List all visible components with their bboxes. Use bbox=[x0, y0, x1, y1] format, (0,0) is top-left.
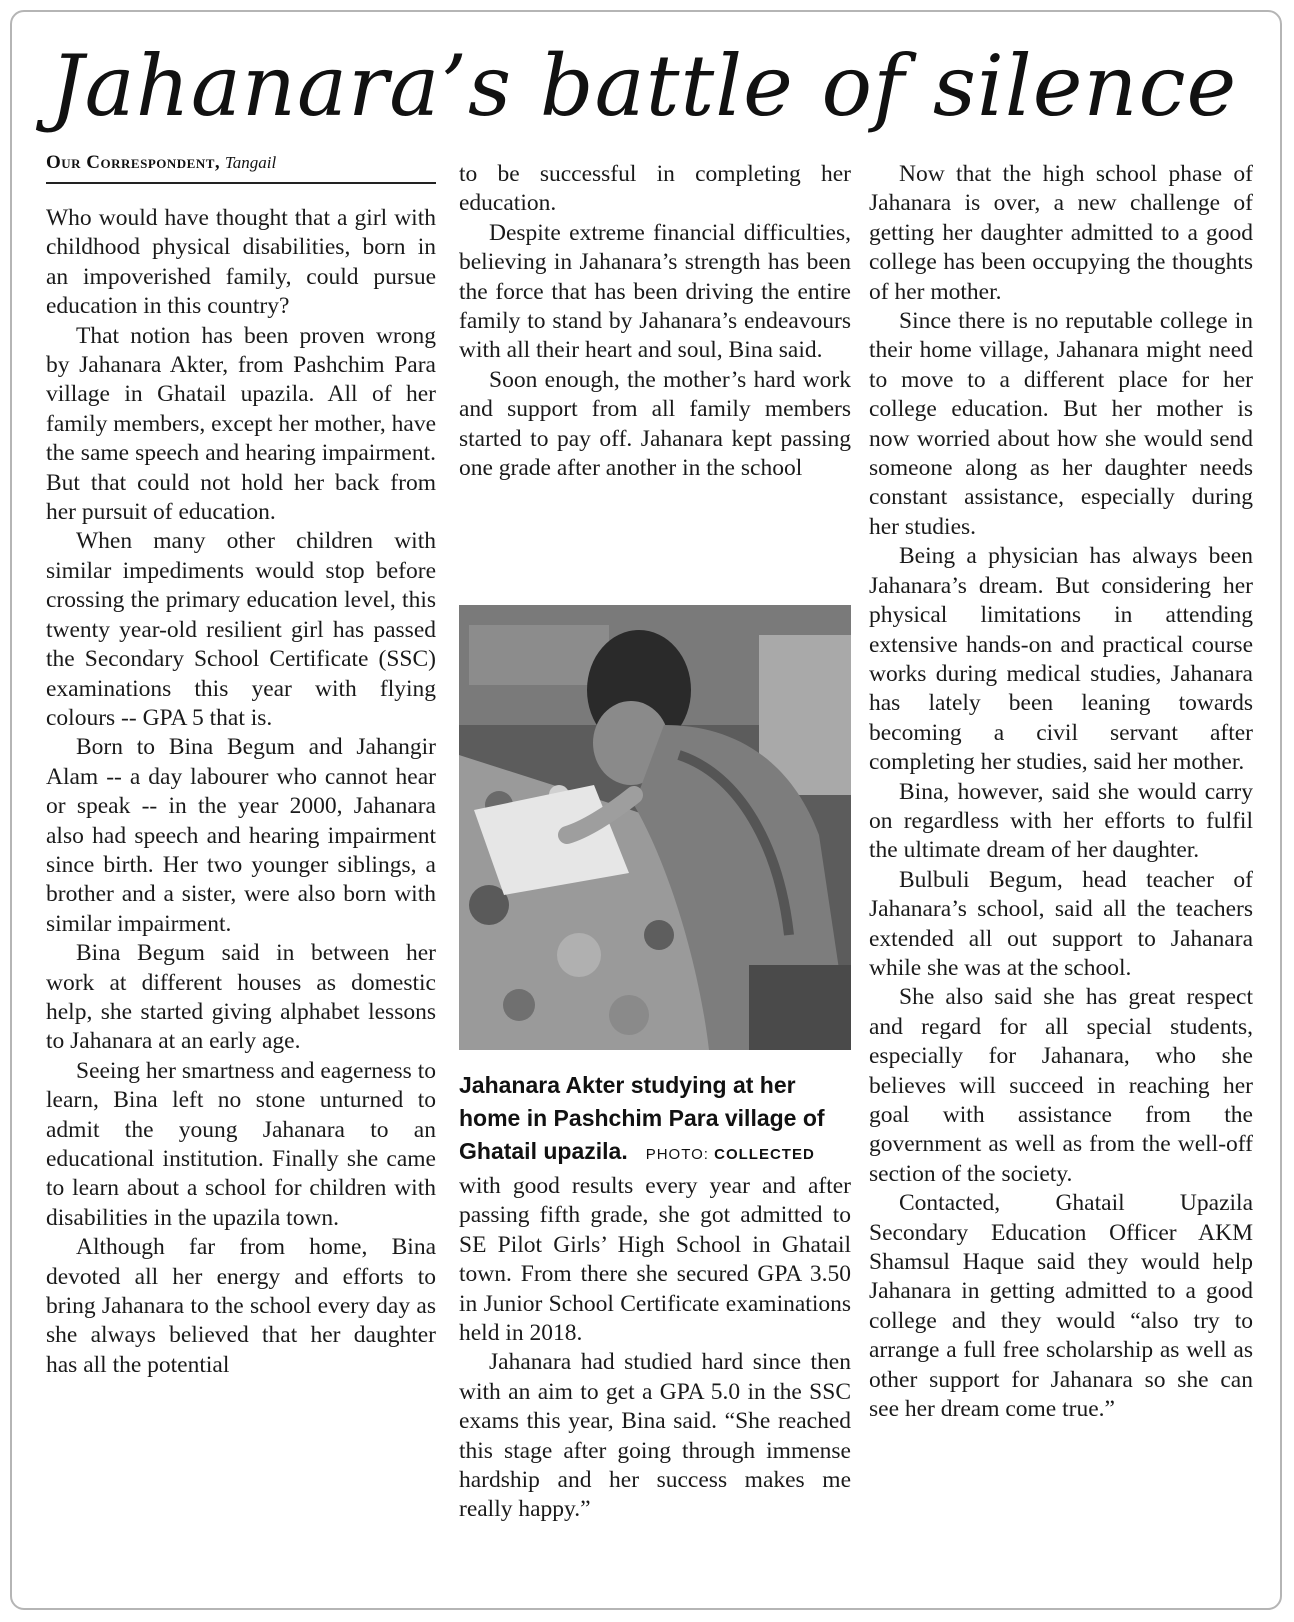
byline-name: Our Correspondent, bbox=[46, 152, 221, 173]
paragraph: Seeing her smartness and eagerness to learn, Bina left no stone unturned to admit the young Jahanara to an educational institution. Finally she came to learn about a school for children with disabilities in the upazila town. bbox=[46, 1057, 436, 1231]
photo-caption bbox=[459, 1069, 851, 1171]
article-photo bbox=[459, 605, 851, 1050]
article-column-3 bbox=[869, 160, 1253, 1424]
byline bbox=[46, 152, 436, 184]
caption-text: Jahanara Akter studying at her home in Pashchim Para village of Ghatail upazila. bbox=[459, 1072, 825, 1164]
paragraph: Jahanara had studied hard since then with an aim to get a GPA 5.0 in the SSC exams this year, Bina said. “She reached this stage after going through immense hardship and her success makes me really happy.” bbox=[459, 1349, 851, 1523]
credit-source: COLLECTED bbox=[714, 1146, 815, 1163]
paragraph: Soon enough, the mother’s hard work and support from all family members started to pay off. Jahanara kept passing one grade after another in the school bbox=[459, 366, 851, 482]
paragraph: Born to Bina Begum and Jahangir Alam -- a day labourer who cannot hear or speak -- in the year 2000, Jahanara also had speech and hearing impairment since birth. Her two younger siblings, a brother and a sister, were also born with similar impairment. bbox=[46, 734, 436, 937]
article-column-2-top bbox=[459, 160, 851, 483]
byline-place: Tangail bbox=[224, 153, 277, 172]
paragraph: with good results every year and after passing fifth grade, she got admitted to SE Pilot Girls’ High School in Ghatail town. From there she secured GPA 3.50 in Junior School Certificate examinations held in 2018. bbox=[459, 1173, 851, 1347]
paragraph: When many other children with similar impediments would stop before crossing the primary education level, this twenty year-old resilient girl has passed the Secondary School Certificate (SSC) examinations this year with flying colours -- GPA 5 that is. bbox=[46, 528, 436, 731]
paragraph: to be successful in completing her education. bbox=[459, 161, 851, 217]
paragraph: Although far from home, Bina devoted all her energy and efforts to bring Jahanara to the school every day as she always believed that her daughter has all the potential bbox=[46, 1234, 436, 1378]
article-headline: Jahanara’s battle of silence bbox=[50, 37, 1238, 135]
photo-credit bbox=[646, 1146, 815, 1163]
article-column-2-bottom bbox=[459, 1172, 851, 1525]
paragraph: Now that the high school phase of Jahanara is over, a new challenge of getting her daughter admitted to a good college has been occupying the thoughts of her mother. bbox=[869, 161, 1253, 305]
paragraph: Being a physician has always been Jahanara’s dream. But considering her physical limitations in attending extensive hands-on and practical course works during medical studies, Jahanara has lately been leaning towards becoming a civil servant after completing her studies, said her mother. bbox=[869, 543, 1253, 776]
paragraph: Since there is no reputable college in their home village, Jahanara might need to move to a different place for her college education. But her mother is now worried about how she would send someone along as her daughter needs constant assistance, especially during her studies. bbox=[869, 308, 1253, 540]
paragraph: Contacted, Ghatail Upazila Secondary Education Officer AKM Shamsul Haque said they would help Jahanara in getting admitted to a good college and they would “also try to arrange a full free scholarship as well as other support for Jahanara so she can see her dream come true.” bbox=[869, 1190, 1253, 1423]
girl-studying-photo bbox=[459, 605, 851, 1050]
article-page bbox=[10, 10, 1282, 1610]
credit-label: PHOTO: bbox=[645, 1146, 709, 1163]
paragraph: Bina Begum said in between her work at different houses as domestic help, she started giving alphabet lessons to Jahanara at an early age. bbox=[46, 940, 436, 1055]
paragraph: Bulbuli Begum, head teacher of Jahanara’s school, said all the teachers extended all out support to Jahanara while she was at the school. bbox=[869, 866, 1253, 981]
paragraph: She also said she has great respect and regard for all special students, especially for Jahanara, who she believes will succeed in reaching her goal with assistance from the government as well as from the well-off section of the society. bbox=[869, 984, 1253, 1187]
paragraph: Who would have thought that a girl with childhood physical disabilities, born in an impoverished family, could pursue education in this country? bbox=[46, 205, 436, 320]
paragraph: Bina, however, said she would carry on regardless with her efforts to fulfil the ultimate dream of her daughter. bbox=[869, 778, 1253, 864]
paragraph: That notion has been proven wrong by Jahanara Akter, from Pashchim Para village in Ghatail upazila. All of her family members, except her mother, have the same speech and hearing impairment. But that could not hold her back from her pursuit of education. bbox=[46, 322, 436, 526]
article-column-1 bbox=[46, 204, 436, 1380]
paragraph: Despite extreme financial difficulties, believing in Jahanara’s strength has been the force that has been driving the entire family to stand by Jahanara’s endeavours with all their heart and soul, Bina said. bbox=[459, 219, 851, 364]
